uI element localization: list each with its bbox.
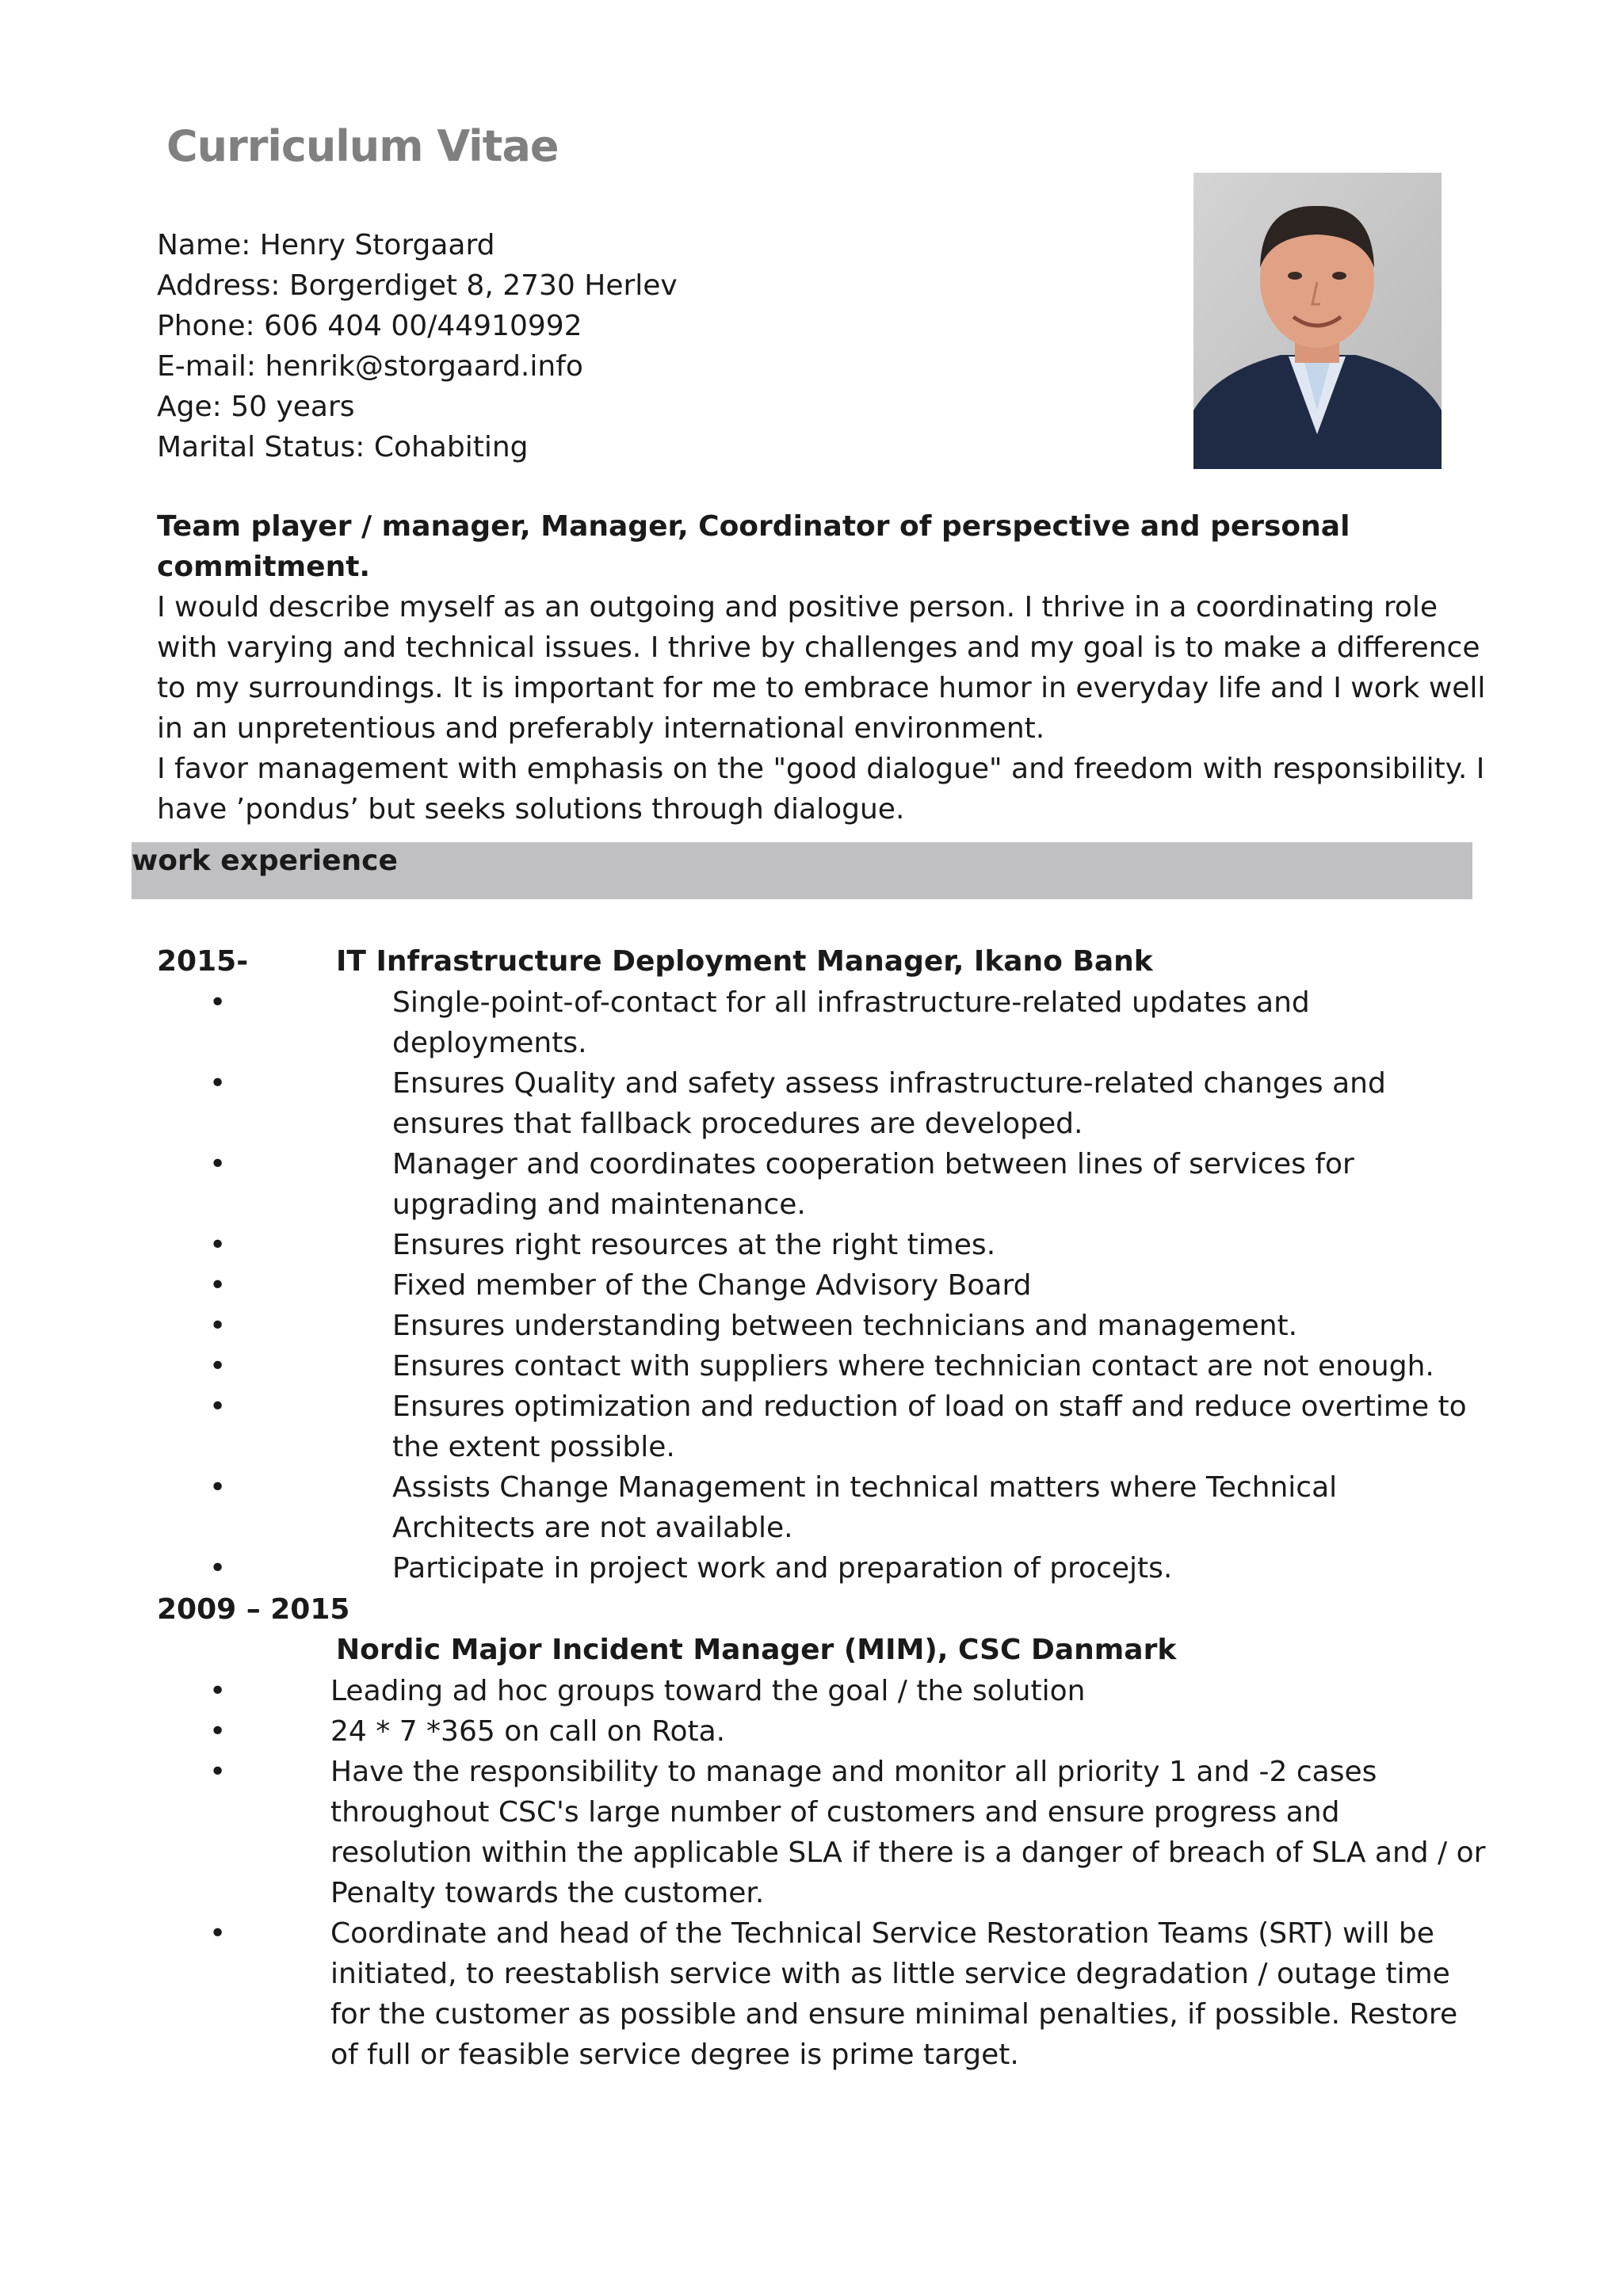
bullet: • <box>209 1552 227 1585</box>
duty-text: 24 * 7 *365 on call on Rota. <box>330 1715 726 1748</box>
name-line: Name: Henry Storgaard <box>157 229 495 261</box>
marital-status-line: Marital Status: Cohabiting <box>157 431 529 463</box>
bullet: • <box>209 1148 227 1180</box>
duty-text: Single-point-of-contact for all infrastructure-related updates and deployments. <box>392 986 1310 1059</box>
job-title: IT Infrastructure Deployment Manager, Ikano Bank <box>336 945 1153 978</box>
duty-text: Manager and coordinates cooperation between lines of services for upgrading and maintenance. <box>392 1148 1354 1221</box>
list-item <box>0 1711 1490 1752</box>
phone-line: Phone: 606 404 00/44910992 <box>157 310 582 342</box>
duty-text: Leading ad hoc groups toward the goal / the solution <box>330 1675 1086 1707</box>
duty-text: Ensures Quality and safety assess infrastructure-related changes and ensures that fallback procedures are developed. <box>392 1067 1386 1140</box>
duty-text: Ensures optimization and reduction of load on staff and reduce overtime to the extent possible. <box>392 1390 1467 1463</box>
bullet: • <box>209 1917 227 1950</box>
job-duties-list <box>0 982 1474 1589</box>
bullet: • <box>209 1675 227 1707</box>
list-item <box>0 1144 1474 1225</box>
list-item <box>0 1063 1474 1144</box>
bullet: • <box>209 1715 227 1748</box>
bullet: • <box>209 1756 227 1788</box>
profile-photo <box>1193 173 1442 469</box>
list-item <box>0 1265 1474 1306</box>
section-header <box>132 842 1472 899</box>
list-item <box>0 1752 1490 1913</box>
section-title: work experience <box>132 845 398 877</box>
duty-text: Ensures understanding between technicians and management. <box>392 1310 1298 1342</box>
duty-text: Ensures contact with suppliers where technician contact are not enough. <box>392 1350 1434 1383</box>
list-item <box>0 1913 1490 2075</box>
bullet: • <box>209 1471 227 1504</box>
bullet: • <box>209 1350 227 1383</box>
duty-text: Participate in project work and preparation of procejts. <box>392 1552 1173 1585</box>
profile-summary <box>157 506 1504 830</box>
bullet: • <box>209 1390 227 1423</box>
duty-text: Coordinate and head of the Technical Service Restoration Teams (SRT) will be initiated, to reestablish service with as little service degradation / outage time for the customer as possible and ensure minimal penalties, if possible. Restore of full or feasible service degree is prime target. <box>330 1917 1458 2071</box>
list-item <box>0 1548 1474 1589</box>
summary-headline: Team player / manager, Manager, Coordinator of perspective and personal commitment. <box>157 510 1350 583</box>
list-item <box>0 1346 1474 1386</box>
list-item <box>0 1225 1474 1265</box>
summary-paragraph: I would describe myself as an outgoing and positive person. I thrive in a coordinating role with varying and technical issues. I thrive by challenges and my goal is to make a difference to my surroundings. It is important for me to embrace humor in everyday life and I work well in an unpretentious and preferably international environment. <box>157 591 1486 745</box>
bullet: • <box>209 986 227 1019</box>
job-period: 2015- <box>157 945 249 978</box>
bullet: • <box>209 1229 227 1261</box>
summary-paragraph: I favor management with emphasis on the "good dialogue" and freedom with responsibility. I have ’pondus’ but seeks solutions through dialogue. <box>157 753 1485 826</box>
list-item <box>0 1386 1474 1467</box>
page-title: Curriculum Vitae <box>166 121 559 171</box>
job-title: Nordic Major Incident Manager (MIM), CSC Danmark <box>336 1634 1177 1666</box>
duty-text: Assists Change Management in technical matters where Technical Architects are not available. <box>392 1471 1338 1544</box>
list-item <box>0 1306 1474 1346</box>
duty-text: Ensures right resources at the right times. <box>392 1229 996 1261</box>
duty-text: Have the responsibility to manage and monitor all priority 1 and -2 cases throughout CSC's large number of customers and ensure progress and resolution within the applicable SLA if there is a danger of breach of SLA and / or Penalty towards the customer. <box>330 1756 1486 1909</box>
personal-details <box>157 225 1108 467</box>
email-line: E-mail: henrik@storgaard.info <box>157 350 583 383</box>
list-item <box>0 1671 1490 1711</box>
bullet: • <box>209 1310 227 1342</box>
duty-text: Fixed member of the Change Advisory Board <box>392 1269 1032 1302</box>
job-period: 2009 – 2015 <box>157 1593 350 1626</box>
list-item <box>0 1467 1474 1548</box>
bullet: • <box>209 1269 227 1302</box>
address-line: Address: Borgerdiget 8, 2730 Herlev <box>157 269 678 302</box>
bullet: • <box>209 1067 227 1100</box>
job-duties-list <box>0 1671 1490 2075</box>
list-item <box>0 982 1474 1063</box>
age-line: Age: 50 years <box>157 391 355 423</box>
